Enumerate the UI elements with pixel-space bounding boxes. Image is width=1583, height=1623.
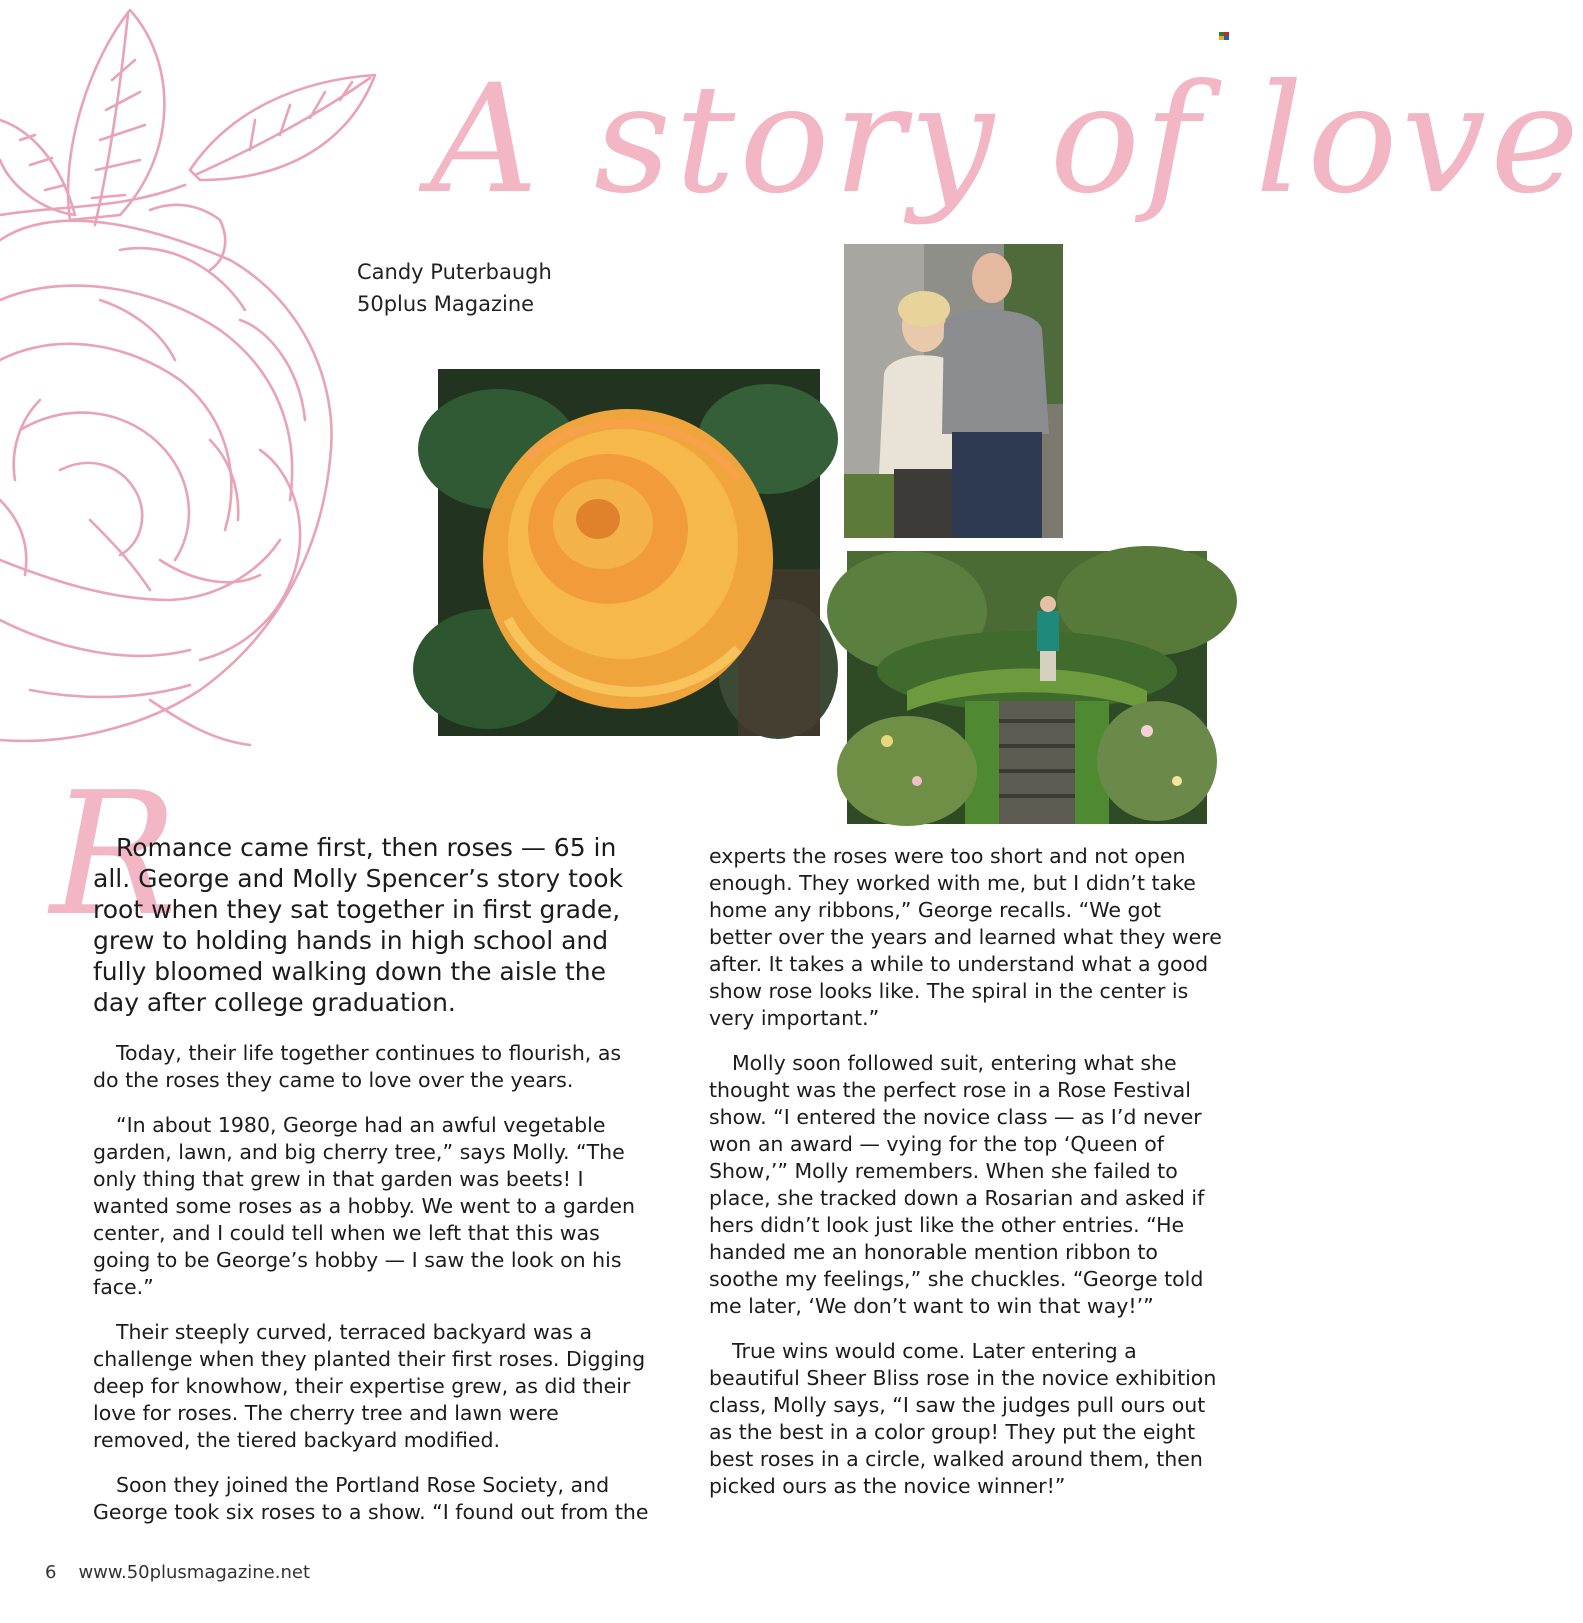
body-paragraph: Molly soon followed suit, entering what she thought was the perfect rose in a Rose Festival show. “I entered the novice class — as I’d never won an award — vying for the top ‘Queen of Show,’” Molly remembers. When she failed to place, she tracked down a Rosarian and asked if hers didn’t look just like the other entries. “He handed me an honorable mention ribbon to soothe my feelings,” she chuckles. “George told me later, ‘We don’t want to win that way!’” [709, 1051, 1205, 1318]
website-url: www.50plusmagazine.net [78, 1562, 311, 1583]
body-paragraph: Their steeply curved, terraced backyard was a challenge when they planted their first roses. Digging deep for knowhow, their expertise grew, as did their love for roses. The cherry tree and lawn were removed, the tiered backyard modified. [93, 1320, 646, 1452]
byline-publication: 50plus Magazine [357, 292, 535, 316]
terraced-rose-garden-photo [847, 551, 1207, 824]
lead-paragraph: Romance came first, then roses — 65 in all. George and Molly Spencer’s story took root when they sat together in first grade, grew to holding hands in high school and fully bloomed walking down the aisle the day after college graduation. [93, 833, 623, 1017]
headline: A story of love [430, 53, 1583, 227]
byline-author: Candy Puterbaugh [357, 260, 552, 284]
article-column-left [93, 832, 653, 1544]
byline [357, 256, 552, 320]
body-paragraph: Soon they joined the Portland Rose Society, and George took six roses to a show. “I found out from the [93, 1473, 649, 1524]
registration-mark-icon [1219, 32, 1229, 40]
article-column-right [709, 843, 1224, 1518]
page-footer [45, 1562, 332, 1583]
body-paragraph: Today, their life together continues to flourish, as do the roses they came to love over the years. [93, 1041, 622, 1092]
rose-line-art-icon [0, 0, 390, 780]
body-paragraph-continued: experts the roses were too short and not open enough. They worked with me, but I didn’t take home any ribbons,” George recalls. “We got better over the years and learned what they were after. It takes a while to understand what a good show rose looks like. The spiral in the center is very important.” [709, 844, 1222, 1030]
page-number: 6 [45, 1562, 57, 1583]
drop-cap: R [50, 756, 178, 954]
yellow-rose-photo [438, 369, 820, 736]
couple-portrait-photo [844, 244, 1063, 538]
body-paragraph: True wins would come. Later entering a beautiful Sheer Bliss rose in the novice exhibition class, Molly says, “I saw the judges pull ours out as the best in a color group! They put the eight best roses in a circle, walked around them, then picked ours as the novice winner!” [709, 1339, 1217, 1498]
body-paragraph: “In about 1980, George had an awful vegetable garden, lawn, and big cherry tree,” says Molly. “The only thing that grew in that garden was beets! I wanted some roses as a hobby. We went to a garden center, and I could tell when we left that this was going to be George’s hobby — I saw the look on his face.” [93, 1113, 636, 1299]
